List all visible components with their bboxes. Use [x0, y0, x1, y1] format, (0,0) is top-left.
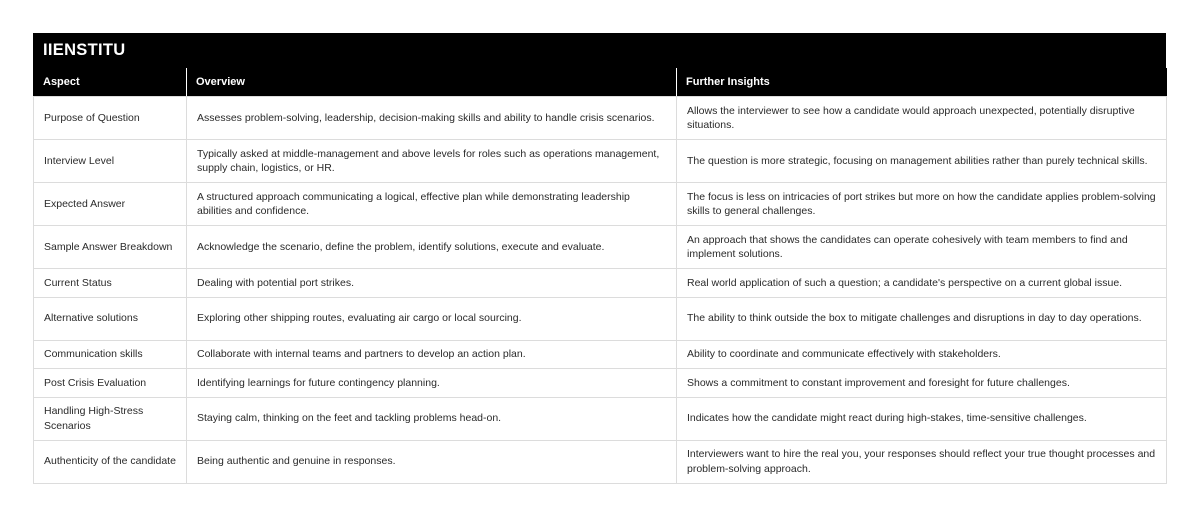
- cell-insights: Interviewers want to hire the real you, your responses should reflect your true thought processes and problem-solving approach.: [677, 440, 1167, 483]
- brand-name: IIENSTITU: [43, 41, 126, 59]
- table-row: [34, 183, 1167, 226]
- cell-insights: Allows the interviewer to see how a candidate would approach unexpected, potentially disruptive situations.: [677, 97, 1167, 140]
- cell-aspect: Purpose of Question: [34, 97, 187, 140]
- cell-aspect: Expected Answer: [34, 183, 187, 226]
- table-row: [34, 297, 1167, 340]
- cell-aspect: Handling High-Stress Scenarios: [34, 397, 187, 440]
- brand-header: [33, 33, 1166, 68]
- table-row: [34, 440, 1167, 483]
- cell-aspect: Post Crisis Evaluation: [34, 369, 187, 398]
- cell-aspect: Alternative solutions: [34, 297, 187, 340]
- cell-overview: Staying calm, thinking on the feet and tackling problems head-on.: [187, 397, 677, 440]
- cell-insights: Ability to coordinate and communicate effectively with stakeholders.: [677, 340, 1167, 369]
- cell-insights: Indicates how the candidate might react during high-stakes, time-sensitive challenges.: [677, 397, 1167, 440]
- cell-insights: Real world application of such a question; a candidate's perspective on a current global issue.: [677, 269, 1167, 298]
- cell-aspect: Communication skills: [34, 340, 187, 369]
- column-header-further-insights: Further Insights: [677, 68, 1167, 97]
- table-header-row: [34, 68, 1167, 97]
- cell-overview: Acknowledge the scenario, define the problem, identify solutions, execute and evaluate.: [187, 226, 677, 269]
- cell-overview: Identifying learnings for future contingency planning.: [187, 369, 677, 398]
- cell-overview: Dealing with potential port strikes.: [187, 269, 677, 298]
- content-table-card: [33, 33, 1166, 484]
- column-header-overview: Overview: [187, 68, 677, 97]
- cell-insights: The ability to think outside the box to mitigate challenges and disruptions in day to day operations.: [677, 297, 1167, 340]
- aspect-table: [33, 68, 1167, 484]
- table-row: [34, 97, 1167, 140]
- table-row: [34, 269, 1167, 298]
- column-header-aspect: Aspect: [34, 68, 187, 97]
- cell-insights: Shows a commitment to constant improvement and foresight for future challenges.: [677, 369, 1167, 398]
- table-row: [34, 397, 1167, 440]
- cell-overview: Being authentic and genuine in responses.: [187, 440, 677, 483]
- cell-aspect: Sample Answer Breakdown: [34, 226, 187, 269]
- cell-overview: Typically asked at middle-management and above levels for roles such as operations management, supply chain, logistics, or HR.: [187, 140, 677, 183]
- cell-overview: A structured approach communicating a logical, effective plan while demonstrating leadership abilities and confidence.: [187, 183, 677, 226]
- cell-overview: Exploring other shipping routes, evaluating air cargo or local sourcing.: [187, 297, 677, 340]
- table-row: [34, 140, 1167, 183]
- cell-aspect: Current Status: [34, 269, 187, 298]
- table-row: [34, 369, 1167, 398]
- cell-aspect: Authenticity of the candidate: [34, 440, 187, 483]
- cell-insights: An approach that shows the candidates can operate cohesively with team members to find and implement solutions.: [677, 226, 1167, 269]
- table-row: [34, 340, 1167, 369]
- cell-insights: The question is more strategic, focusing on management abilities rather than purely technical skills.: [677, 140, 1167, 183]
- cell-aspect: Interview Level: [34, 140, 187, 183]
- table-row: [34, 226, 1167, 269]
- cell-overview: Collaborate with internal teams and partners to develop an action plan.: [187, 340, 677, 369]
- cell-overview: Assesses problem-solving, leadership, decision-making skills and ability to handle crisis scenarios.: [187, 97, 677, 140]
- cell-insights: The focus is less on intricacies of port strikes but more on how the candidate applies problem-solving skills to general challenges.: [677, 183, 1167, 226]
